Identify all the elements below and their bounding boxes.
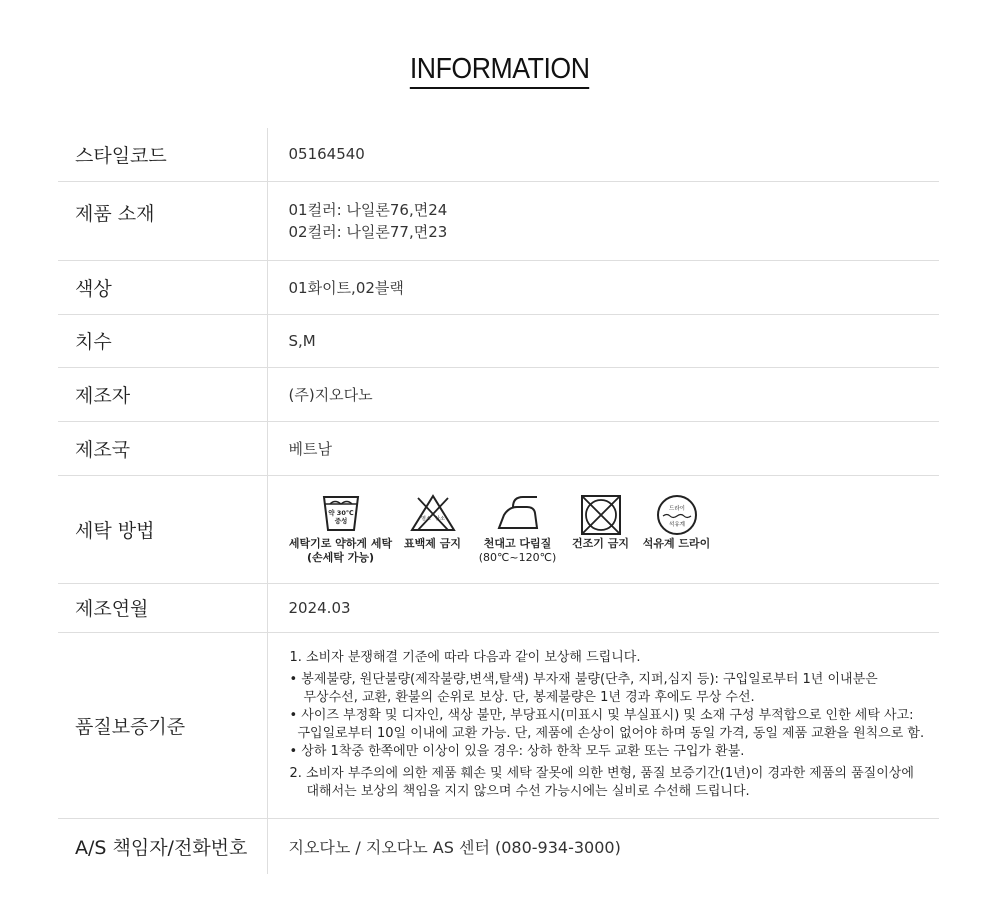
quality-b3: • 상하 1착중 한쪽에만 이상이 있을 경우: 상하 한착 모두 교환 또는 구입가 환불.: [289, 744, 745, 759]
table-row-size: [58, 314, 939, 367]
no-bleach-icon: [409, 493, 457, 533]
washing-label: 세탁 방법: [58, 475, 267, 583]
table-row-country: [58, 421, 939, 475]
page-title-wrap: [0, 52, 1000, 89]
table-row-quality: [58, 632, 939, 818]
bleach-inner-text-1: 염소: [420, 516, 431, 522]
dryclean-inner-text-1: 드라이: [668, 506, 685, 512]
washing-machine-icon: [321, 493, 361, 533]
material-label: 제품 소재: [58, 181, 267, 260]
care-label-wash-1: 세탁기로 약하게 세탁: [288, 537, 393, 550]
table-row-washing: [58, 475, 939, 583]
date-value: 2024.03: [267, 583, 939, 632]
quality-b1b: 무상수선, 교환, 환불의 순위로 보상. 단, 봉제불량은 1년 경과 후에도 무상 수선.: [303, 690, 755, 705]
table-row-style-code: [58, 128, 939, 181]
table-row-date: [58, 583, 939, 632]
quality-value: [267, 632, 939, 818]
bleach-inner-text-2: 산소: [434, 516, 445, 522]
maker-label: 제조자: [58, 367, 267, 421]
as-label: A/S 책임자/전화번호: [58, 818, 267, 874]
material-value: [267, 181, 939, 260]
care-label-wash: [289, 537, 392, 565]
size-value: S,M: [267, 314, 939, 367]
quality-label: 품질보증기준: [58, 632, 267, 818]
care-label-dryclean: 석유계 드라이: [642, 537, 711, 550]
maker-value: (주)지오다노: [267, 367, 939, 421]
quality-p2a: 2. 소비자 부주의에 의한 제품 훼손 및 세탁 잘못에 의한 변형, 품질 보증기간(1년)이 경과한 제품의 품질이상에: [289, 766, 914, 781]
quality-p1: 1. 소비자 분쟁해결 기준에 따라 다음과 같이 보상해 드립니다.: [289, 650, 641, 665]
country-label: 제조국: [58, 421, 267, 475]
material-line-1: 01컬러: 나일론76,면24: [288, 200, 448, 219]
dryclean-inner-text-2: 석유계: [668, 522, 685, 528]
washing-value: [267, 475, 939, 583]
quality-b1a: • 봉제불량, 원단불량(제작불량,변색,탈색) 부자재 불량(단추, 지퍼,심지 등): 구입일로부터 1년 이내분은: [289, 672, 878, 687]
table-row-maker: [58, 367, 939, 421]
care-item-iron: [473, 493, 563, 565]
size-label: 치수: [58, 314, 267, 367]
care-icon-list: [289, 493, 940, 565]
care-item-bleach: [393, 493, 473, 551]
date-label: 제조연월: [58, 583, 267, 632]
no-tumble-dry-icon: [579, 493, 623, 537]
dry-clean-icon: [655, 493, 699, 537]
wash-inner-text-2: 중성: [334, 517, 347, 525]
care-item-dryclean: [639, 493, 715, 551]
care-label-dryer: 건조기 금지: [572, 537, 629, 550]
table-row-as: [58, 818, 939, 874]
quality-p2b: 대해서는 보상의 책임을 지지 않으며 수선 가능시에는 실비로 수선해 드립니다.: [306, 784, 750, 799]
wash-inner-text-1: 약 30℃: [327, 509, 354, 517]
page-title: INFORMATION: [410, 52, 590, 89]
table-row-color: [58, 260, 939, 314]
care-item-wash: [289, 493, 393, 565]
color-value: 01화이트,02블랙: [267, 260, 939, 314]
info-table: [58, 128, 939, 874]
style-code-value: 05164540: [267, 128, 939, 181]
quality-b2a: • 사이즈 부정확 및 디자인, 색상 불만, 부당표시(미표시 및 부실표시) 및 소재 구성 부적합으로 인한 세탁 사고:: [289, 708, 914, 723]
care-label-iron-1: 천대고 다림질: [483, 537, 552, 550]
as-value: 지오다노 / 지오다노 AS 센터 (080-934-3000): [288, 837, 621, 857]
care-item-dryer: [563, 493, 639, 551]
care-label-iron-2: (80℃~120℃): [478, 551, 557, 564]
care-label-wash-2: (손세탁 가능): [306, 551, 374, 564]
country-value: 베트남: [267, 421, 939, 475]
iron-icon: [495, 493, 541, 533]
quality-text: [290, 649, 940, 801]
color-label: 색상: [58, 260, 267, 314]
table-row-material: [58, 181, 939, 260]
material-line-2: 02컬러: 나일론77,면23: [288, 222, 448, 241]
care-label-bleach: 표백제 금지: [404, 537, 461, 550]
care-label-iron: [479, 537, 557, 565]
style-code-label: 스타일코드: [58, 128, 267, 181]
quality-b2b: 구입일로부터 10일 이내에 교환 가능. 단, 제품에 손상이 없어야 하며 동일 가격, 동일 제품 교환을 원칙으로 함.: [297, 726, 925, 741]
